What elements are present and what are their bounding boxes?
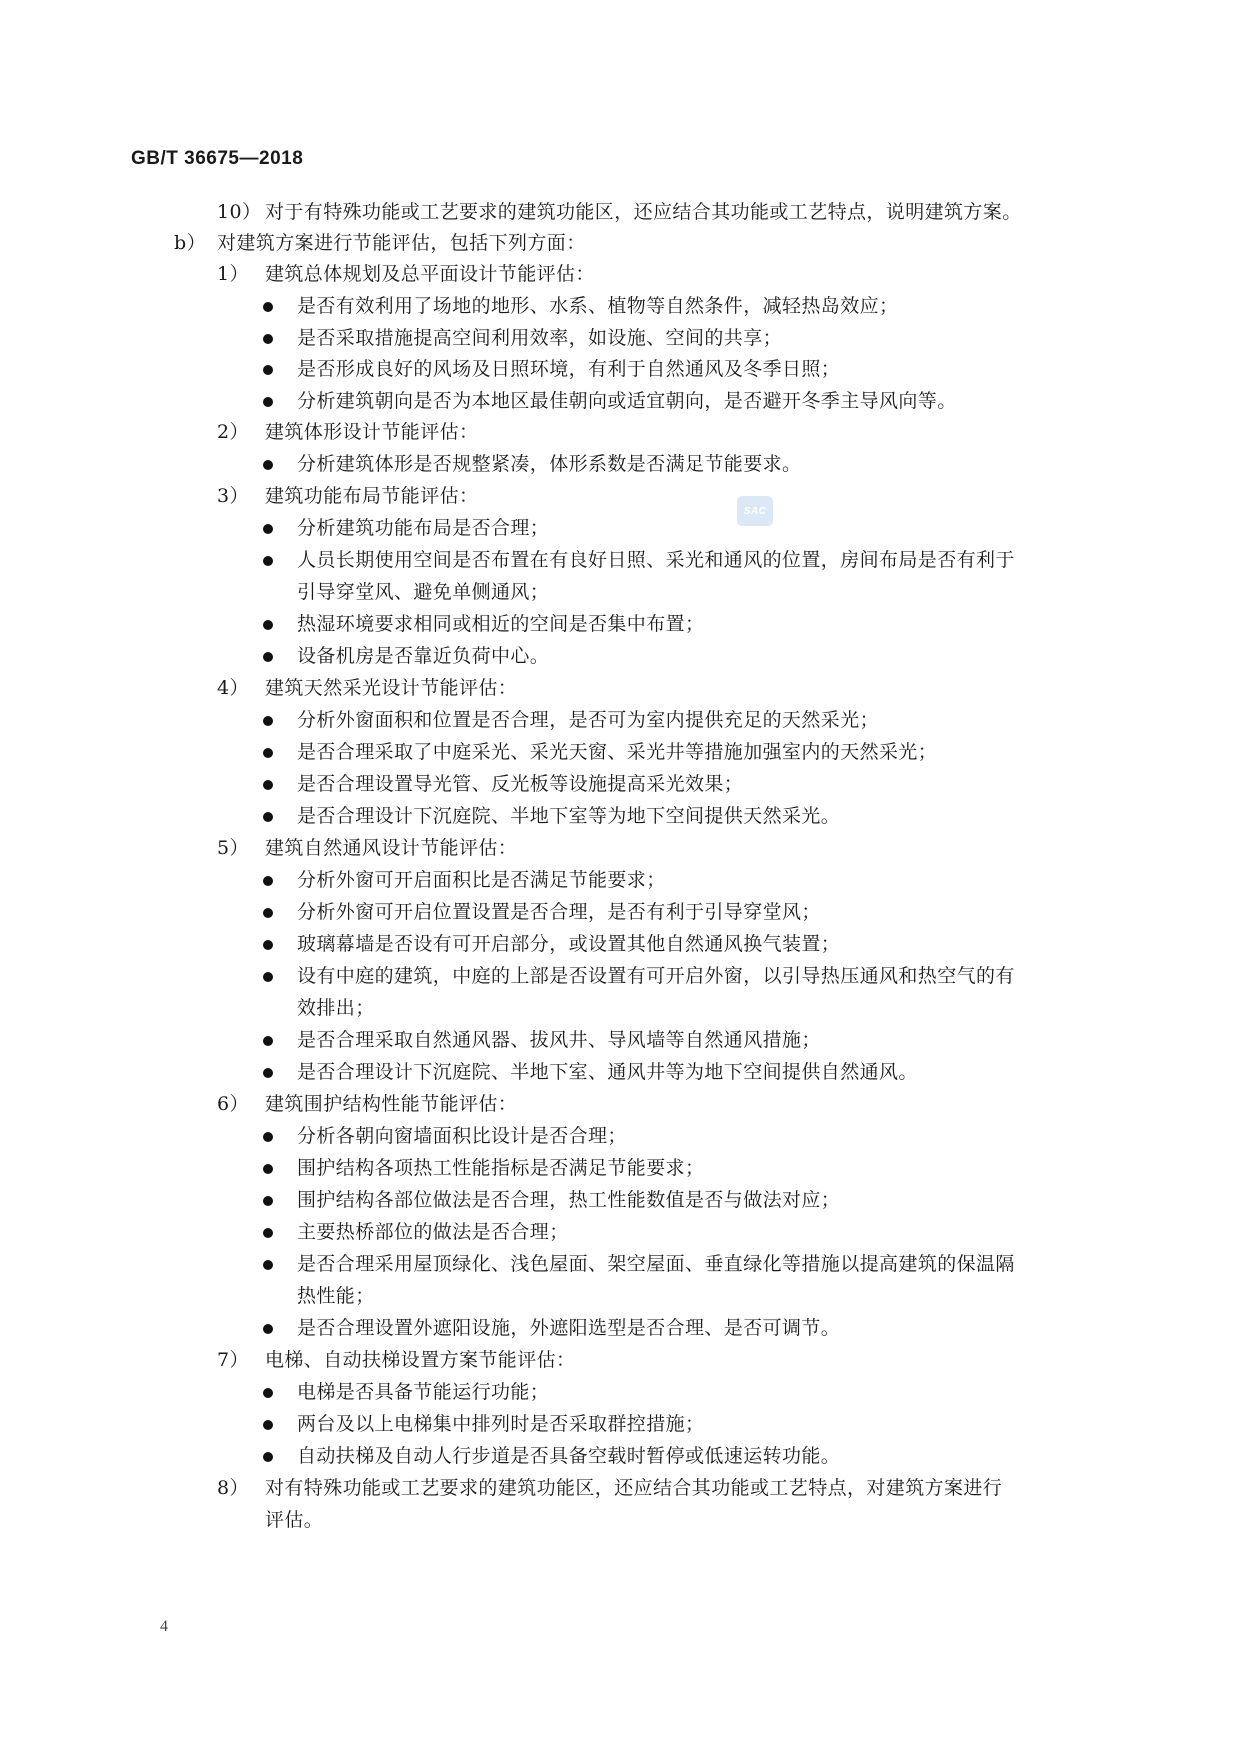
- item-number: 8）: [217, 1477, 249, 1499]
- item-text: 人员长期使用空间是否布置在有良好日照、采光和通风的位置，房间布局是否有利于: [297, 549, 1015, 571]
- item-text: 围护结构各项热工性能指标是否满足节能要求；: [297, 1157, 705, 1179]
- item-number: 3）: [217, 485, 249, 507]
- bullet-dot-icon: [263, 1228, 273, 1238]
- item-text: 是否合理设置导光管、反光板等设施提高采光效果；: [297, 773, 744, 795]
- item-text: 热性能；: [297, 1285, 375, 1307]
- bullet-item: [0, 960, 1241, 992]
- bullet-dot-icon: [263, 524, 273, 534]
- bullet-dot-icon: [263, 908, 273, 918]
- bullet-item: [0, 322, 1241, 354]
- item-text: 电梯是否具备节能运行功能；: [297, 1381, 550, 1403]
- bullet-dot-icon: [263, 748, 273, 758]
- bullet-dot-icon: [263, 716, 273, 726]
- item-text: 主要热桥部位的做法是否合理；: [297, 1221, 569, 1243]
- bullet-item: [0, 1152, 1241, 1184]
- item-number: 4）: [217, 677, 249, 699]
- item-number: 1）: [217, 263, 249, 285]
- bullet-item: [0, 640, 1241, 672]
- bullet-dot-icon: [263, 1388, 273, 1398]
- bullet-item: [0, 1184, 1241, 1216]
- bullet-dot-icon: [263, 652, 273, 662]
- item-number: 7）: [217, 1349, 249, 1371]
- bullet-dot-icon: [263, 876, 273, 886]
- item-text: 评估。: [265, 1509, 324, 1531]
- bullet-item: [0, 800, 1241, 832]
- item-text: 是否有效利用了场地的地形、水系、植物等自然条件，减轻热岛效应；: [297, 295, 899, 317]
- bullet-dot-icon: [263, 972, 273, 982]
- item-text: 是否采取措施提高空间利用效率，如设施、空间的共享；: [297, 327, 783, 349]
- bullet-item: [0, 1216, 1241, 1248]
- numbered-item: [0, 1472, 1241, 1504]
- numbered-item: [0, 832, 1241, 864]
- bullet-dot-icon: [263, 620, 273, 630]
- bullet-item: [0, 385, 1241, 417]
- item-text: 是否合理设置外遮阳设施，外遮阳选型是否合理、是否可调节。: [297, 1317, 841, 1339]
- bullet-dot-icon: [263, 812, 273, 822]
- bullet-dot-icon: [263, 556, 273, 566]
- continuation-line: [0, 1504, 1241, 1536]
- bullet-item: [0, 896, 1241, 928]
- continuation-line: [0, 1280, 1241, 1312]
- item-text: 是否形成良好的风场及日照环境，有利于自然通风及冬季日照；: [297, 358, 841, 380]
- bullet-dot-icon: [263, 780, 273, 790]
- bullet-item: [0, 1120, 1241, 1152]
- bullet-item: [0, 448, 1241, 480]
- bullet-item: [0, 290, 1241, 322]
- bullet-dot-icon: [263, 940, 273, 950]
- item-text: 自动扶梯及自动人行步道是否具备空载时暂停或低速运转功能。: [297, 1445, 841, 1467]
- bullet-item: [0, 704, 1241, 736]
- item-text: 建筑围护结构性能节能评估：: [265, 1093, 518, 1115]
- item-number: b）: [174, 232, 206, 254]
- bullet-dot-icon: [263, 460, 273, 470]
- bullet-dot-icon: [263, 397, 273, 407]
- bullet-item: [0, 768, 1241, 800]
- sac-watermark-logo: SAC: [737, 496, 773, 526]
- bullet-item: [0, 1248, 1241, 1280]
- bullet-item: [0, 544, 1241, 576]
- bullet-item: [0, 736, 1241, 768]
- item-text: 是否合理采用屋顶绿化、浅色屋面、架空屋面、垂直绿化等措施以提高建筑的保温隔: [297, 1253, 1015, 1275]
- item-text: 是否合理设计下沉庭院、半地下室、通风井等为地下空间提供自然通风。: [297, 1061, 918, 1083]
- bullet-item: [0, 608, 1241, 640]
- item-text: 分析建筑体形是否规整紧凑，体形系数是否满足节能要求。: [297, 453, 802, 475]
- bullet-item: [0, 1440, 1241, 1472]
- bullet-dot-icon: [263, 1324, 273, 1334]
- item-text: 分析外窗可开启位置设置是否合理，是否有利于引导穿堂风；: [297, 901, 821, 923]
- continuation-line: [0, 576, 1241, 608]
- numbered-item: [0, 1088, 1241, 1120]
- item-text: 电梯、自动扶梯设置方案节能评估：: [265, 1349, 576, 1371]
- bullet-dot-icon: [263, 1196, 273, 1206]
- item-text: 两台及以上电梯集中排列时是否采取群控措施；: [297, 1413, 705, 1435]
- bullet-dot-icon: [263, 1036, 273, 1046]
- item-text: 建筑功能布局节能评估：: [265, 485, 479, 507]
- item-text: 引导穿堂风、避免单侧通风；: [297, 581, 550, 603]
- bullet-item: [0, 928, 1241, 960]
- item-text: 对建筑方案进行节能评估，包括下列方面：: [217, 232, 586, 254]
- bullet-dot-icon: [263, 1260, 273, 1270]
- bullet-item: [0, 1408, 1241, 1440]
- item-text: 设备机房是否靠近负荷中心。: [297, 645, 550, 667]
- bullet-dot-icon: [263, 1068, 273, 1078]
- item-text: 分析建筑朝向是否为本地区最佳朝向或适宜朝向，是否避开冬季主导风向等。: [297, 390, 957, 412]
- bullet-item: [0, 864, 1241, 896]
- item-text: 玻璃幕墙是否设有可开启部分，或设置其他自然通风换气装置；: [297, 933, 841, 955]
- document-code-header: GB/T 36675—2018: [131, 148, 304, 169]
- bullet-item: [0, 1024, 1241, 1056]
- item-number: 5）: [217, 837, 249, 859]
- bullet-item: [0, 1376, 1241, 1408]
- item-text: 围护结构各部位做法是否合理，热工性能数值是否与做法对应；: [297, 1189, 841, 1211]
- item-text: 建筑总体规划及总平面设计节能评估：: [265, 263, 595, 285]
- item-text: 是否合理采取了中庭采光、采光天窗、采光井等措施加强室内的天然采光；: [297, 741, 938, 763]
- bullet-item: [0, 1056, 1241, 1088]
- item-text: 分析建筑功能布局是否合理；: [297, 517, 550, 539]
- item-number: 6）: [217, 1093, 249, 1115]
- numbered-item: [0, 1344, 1241, 1376]
- bullet-item: [0, 512, 1241, 544]
- numbered-item: [0, 258, 1241, 290]
- continuation-line: [0, 992, 1241, 1024]
- numbered-item: [0, 416, 1241, 448]
- bullet-item: [0, 1312, 1241, 1344]
- item-number: 10）: [217, 201, 262, 223]
- numbered-item: [0, 672, 1241, 704]
- bullet-dot-icon: [263, 365, 273, 375]
- item-text: 效排出；: [297, 997, 375, 1019]
- bullet-dot-icon: [263, 334, 273, 344]
- item-text: 建筑自然通风设计节能评估：: [265, 837, 518, 859]
- item-text: 热湿环境要求相同或相近的空间是否集中布置；: [297, 613, 705, 635]
- item-text: 分析外窗面积和位置是否合理，是否可为室内提供充足的天然采光；: [297, 709, 880, 731]
- bullet-item: [0, 353, 1241, 385]
- item-text: 设有中庭的建筑，中庭的上部是否设置有可开启外窗，以引导热压通风和热空气的有: [297, 965, 1015, 987]
- bullet-dot-icon: [263, 1420, 273, 1430]
- numbered-item: [0, 196, 1241, 228]
- numbered-item: [0, 227, 1241, 259]
- item-text: 是否合理采取自然通风器、拔风井、导风墙等自然通风措施；: [297, 1029, 821, 1051]
- bullet-dot-icon: [263, 302, 273, 312]
- numbered-item: [0, 480, 1241, 512]
- item-text: 建筑体形设计节能评估：: [265, 421, 479, 443]
- bullet-dot-icon: [263, 1132, 273, 1142]
- item-text: 是否合理设计下沉庭院、半地下室等为地下空间提供天然采光。: [297, 805, 841, 827]
- item-number: 2）: [217, 421, 249, 443]
- item-text: 分析外窗可开启面积比是否满足节能要求；: [297, 869, 666, 891]
- item-text: 对于有特殊功能或工艺要求的建筑功能区，还应结合其功能或工艺特点，说明建筑方案。: [265, 201, 1022, 223]
- bullet-dot-icon: [263, 1452, 273, 1462]
- item-text: 分析各朝向窗墙面积比设计是否合理；: [297, 1125, 627, 1147]
- item-text: 建筑天然采光设计节能评估：: [265, 677, 518, 699]
- bullet-dot-icon: [263, 1164, 273, 1174]
- page-number: 4: [160, 1618, 168, 1635]
- item-text: 对有特殊功能或工艺要求的建筑功能区，还应结合其功能或工艺特点，对建筑方案进行: [265, 1477, 1003, 1499]
